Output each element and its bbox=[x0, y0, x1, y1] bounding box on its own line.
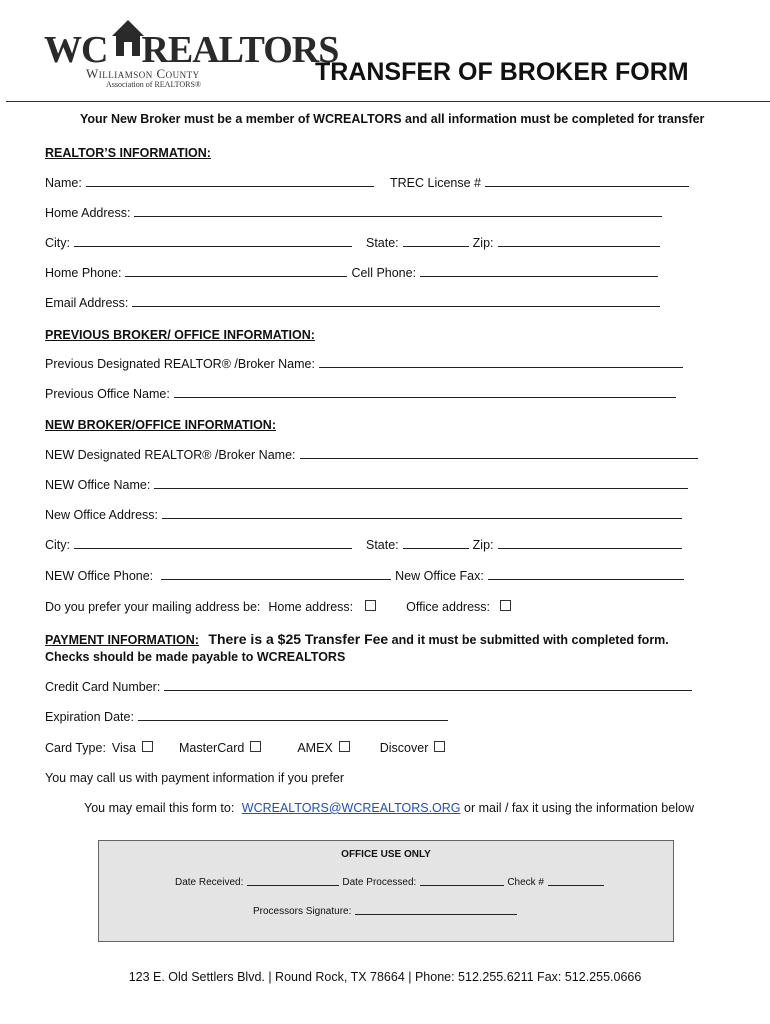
trec-label: TREC License # bbox=[390, 176, 482, 190]
date-received-label: Date Received: bbox=[175, 877, 244, 888]
visa-checkbox[interactable] bbox=[142, 741, 153, 752]
fee-rest-text: and it must be submitted with completed form. bbox=[391, 633, 669, 647]
new-city-label: City: bbox=[45, 538, 70, 552]
email-field[interactable] bbox=[132, 305, 660, 307]
office-option-label: Office address: bbox=[406, 600, 490, 614]
name-field[interactable] bbox=[86, 185, 374, 187]
mastercard-checkbox[interactable] bbox=[250, 741, 261, 752]
cell-phone-field[interactable] bbox=[420, 275, 658, 277]
email-suffix-text: or mail / fax it using the information below bbox=[464, 801, 694, 815]
intro-text: Your New Broker must be a member of WCREALTORS and all information must be completed for transfer bbox=[80, 112, 705, 126]
new-state-label: State: bbox=[366, 538, 399, 552]
new-section-heading: NEW BROKER/OFFICE INFORMATION: bbox=[45, 418, 276, 432]
call-text: You may call us with payment information if you prefer bbox=[45, 771, 344, 785]
logo: WC REALTORS Williamson County Association of REALTORS® bbox=[44, 18, 249, 98]
checks-text: Checks should be made payable to WCREALTORS bbox=[45, 650, 346, 664]
header-divider bbox=[6, 101, 770, 102]
home-option-label: Home address: bbox=[268, 600, 354, 614]
check-field[interactable] bbox=[548, 884, 604, 886]
discover-checkbox[interactable] bbox=[434, 741, 445, 752]
date-received-field[interactable] bbox=[247, 884, 339, 886]
signature-label: Processors Signature: bbox=[253, 906, 352, 917]
amex-label: AMEX bbox=[297, 741, 333, 755]
city-label: City: bbox=[45, 236, 70, 250]
name-label: Name: bbox=[45, 176, 82, 190]
logo-association: Association of REALTORS® bbox=[106, 80, 201, 89]
card-number-field[interactable] bbox=[164, 689, 692, 691]
previous-section-heading: PREVIOUS BROKER/ OFFICE INFORMATION: bbox=[45, 328, 315, 342]
city-field[interactable] bbox=[74, 245, 352, 247]
email-prefix-text: You may email this form to: bbox=[84, 801, 235, 815]
card-number-label: Credit Card Number: bbox=[45, 680, 161, 694]
previous-designated-label: Previous Designated REALTOR® /Broker Name: bbox=[45, 357, 315, 371]
footer-address: 123 E. Old Settlers Blvd. | Round Rock, TX 78664 | Phone: 512.255.6211 Fax: 512.255.0666 bbox=[128, 970, 642, 984]
new-office-phone-label: NEW Office Phone: bbox=[45, 569, 154, 583]
office-use-box bbox=[98, 840, 674, 942]
new-office-address-label: New Office Address: bbox=[45, 508, 159, 522]
check-label: Check # bbox=[507, 877, 544, 888]
state-field[interactable] bbox=[403, 245, 469, 247]
visa-label: Visa bbox=[111, 741, 137, 755]
new-office-fax-field[interactable] bbox=[488, 578, 684, 580]
expiration-label: Expiration Date: bbox=[45, 710, 134, 724]
previous-designated-field[interactable] bbox=[319, 366, 683, 368]
realtor-section-heading: REALTOR’S INFORMATION: bbox=[45, 146, 211, 160]
expiration-field[interactable] bbox=[138, 719, 448, 721]
date-processed-field[interactable] bbox=[420, 884, 504, 886]
card-type-label: Card Type: bbox=[45, 741, 106, 755]
home-address-checkbox[interactable] bbox=[365, 600, 376, 611]
new-designated-field[interactable] bbox=[300, 457, 698, 459]
new-designated-label: NEW Designated REALTOR® /Broker Name: bbox=[45, 448, 296, 462]
logo-county: Williamson County bbox=[86, 66, 200, 81]
email-link[interactable]: WCREALTORS@WCREALTORS.ORG bbox=[241, 801, 461, 815]
home-address-field[interactable] bbox=[134, 215, 662, 217]
new-city-field[interactable] bbox=[74, 547, 352, 549]
trec-field[interactable] bbox=[485, 185, 689, 187]
amex-checkbox[interactable] bbox=[339, 741, 350, 752]
new-zip-label: Zip: bbox=[472, 538, 494, 552]
new-office-address-field[interactable] bbox=[162, 517, 682, 519]
office-address-checkbox[interactable] bbox=[500, 600, 511, 611]
new-zip-field[interactable] bbox=[498, 547, 682, 549]
home-phone-field[interactable] bbox=[125, 275, 347, 277]
date-processed-label: Date Processed: bbox=[342, 877, 417, 888]
mastercard-label: MasterCard bbox=[179, 741, 245, 755]
new-state-field[interactable] bbox=[403, 547, 469, 549]
home-address-label: Home Address: bbox=[45, 206, 131, 220]
mailing-pref-label: Do you prefer your mailing address be: bbox=[45, 600, 261, 614]
new-office-name-field[interactable] bbox=[154, 487, 688, 489]
new-office-phone-field[interactable] bbox=[161, 578, 391, 580]
previous-office-label: Previous Office Name: bbox=[45, 387, 170, 401]
fee-text: There is a $25 Transfer Fee bbox=[208, 631, 389, 647]
office-use-heading: OFFICE USE ONLY bbox=[341, 849, 431, 860]
zip-field[interactable] bbox=[498, 245, 660, 247]
home-phone-label: Home Phone: bbox=[45, 266, 122, 280]
payment-section-heading: PAYMENT INFORMATION: bbox=[45, 633, 199, 647]
new-office-fax-label: New Office Fax: bbox=[395, 569, 484, 583]
signature-field[interactable] bbox=[355, 913, 517, 915]
new-office-name-label: NEW Office Name: bbox=[45, 478, 151, 492]
cell-phone-label: Cell Phone: bbox=[351, 266, 417, 280]
state-label: State: bbox=[366, 236, 399, 250]
page-title: TRANSFER OF BROKER FORM bbox=[315, 58, 689, 86]
email-label: Email Address: bbox=[45, 296, 129, 310]
discover-label: Discover bbox=[379, 741, 429, 755]
zip-label: Zip: bbox=[472, 236, 494, 250]
previous-office-field[interactable] bbox=[174, 396, 676, 398]
